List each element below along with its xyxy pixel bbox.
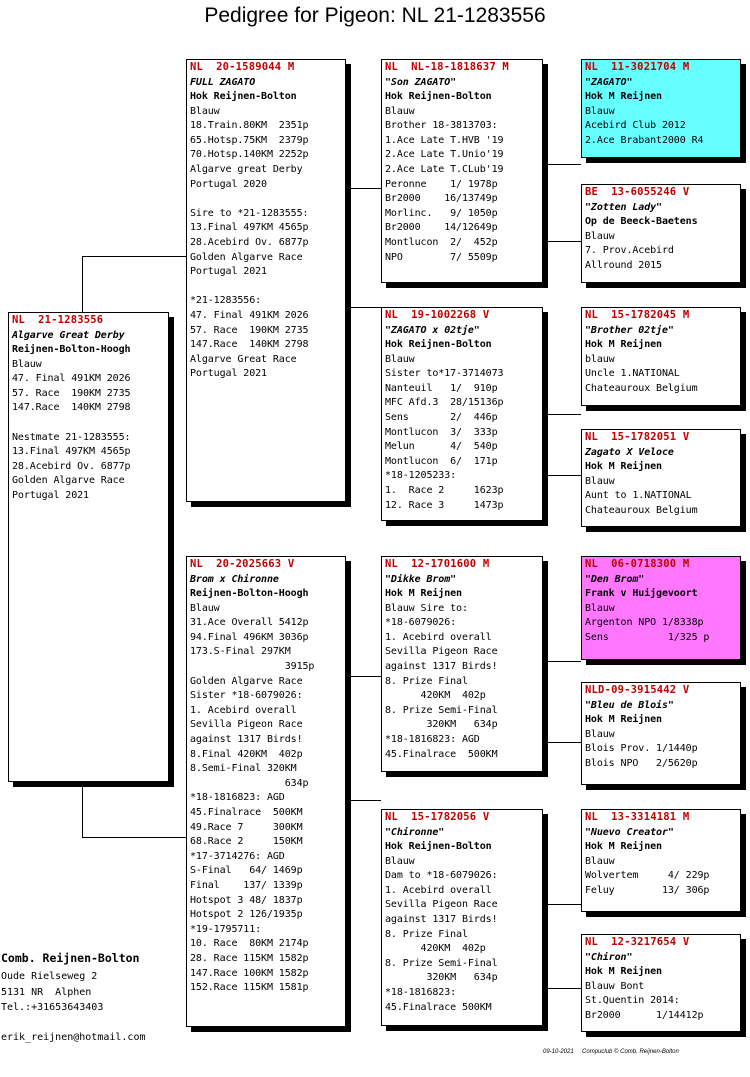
pedigree-line: *17-3714276: AGD — [190, 850, 285, 862]
pedigree-line: 420KM 402p — [385, 943, 486, 955]
pedigree-line: MFC Afd.3 28/15136p — [385, 397, 504, 409]
pedigree-line — [12, 416, 168, 431]
pedigree-line: Blauw — [385, 353, 415, 365]
pedigree-line: Montlucon 3/ 333p — [385, 426, 498, 438]
connector-line — [548, 241, 581, 242]
pedigree-line: 47. Final 491KM 2026 — [190, 310, 309, 321]
card-sire-sire-dam — [581, 184, 741, 283]
ring-number: BE 13-6055246 V — [585, 186, 690, 198]
pedigree-line: Blois Prov. 1/1440p — [585, 743, 698, 755]
breeder-loft: Hok M Reijnen — [585, 91, 662, 103]
pedigree-line: 634p — [190, 777, 309, 789]
breeder-loft: Hok M Reijnen — [585, 966, 662, 978]
breeder-email: erik_reijnen@hotmail.com — [1, 1031, 146, 1043]
pedigree-line: Nestmate 21-1283555: — [12, 431, 131, 443]
card-dam-dam — [381, 809, 543, 1026]
breeder-loft: Op de Beeck-Baetens — [585, 216, 698, 228]
pedigree-line: Br2000 1/14412p — [585, 1009, 704, 1021]
connector-line — [351, 676, 381, 677]
breeder-loft: Hok Reijnen-Bolton — [385, 339, 492, 351]
pedigree-line: Blauw Sire to: — [385, 602, 468, 614]
connector-line — [351, 800, 381, 801]
pedigree-line: Golden Algarve Race — [12, 475, 125, 487]
ring-number: NLD-09-3915442 V — [585, 684, 690, 696]
ring-number: NL 13-3314181 M — [585, 811, 690, 823]
connector-line — [548, 164, 581, 165]
pedigree-line: Dam to *18-6079026: — [385, 870, 498, 882]
pedigree-line: *18-1205233: — [385, 470, 457, 482]
pedigree-line: 57. Race 190KM 2735 — [190, 324, 309, 336]
pedigree-line: 320KM 634p — [385, 719, 498, 731]
pedigree-line: 147.Race 100KM 1582p — [190, 967, 309, 979]
pedigree-line: 45.Finalrace 500KM — [190, 807, 303, 818]
pedigree-line: Portugal 2021 — [190, 266, 267, 278]
pedigree-line: Golden Algarve Race — [190, 251, 303, 263]
pedigree-line: Sens 1/325 p — [585, 631, 710, 643]
card-dam-sire — [381, 556, 543, 772]
pedigree-line: Montlucon 2/ 452p — [385, 237, 498, 249]
pedigree-line: 8.Semi-Final 320KM — [190, 763, 297, 775]
pedigree-line: Brother 18-3813703: — [385, 120, 498, 132]
pigeon-name: "Zotten Lady" — [585, 201, 662, 213]
pedigree-line: 147.Race 140KM 2798 — [12, 402, 131, 414]
pedigree-line: Blauw — [585, 475, 615, 487]
card-dam-sire-dam — [581, 682, 741, 785]
pigeon-name: "Chiron" — [585, 951, 633, 963]
pedigree-line: Portugal 2020 — [190, 178, 267, 190]
breeder-loft: Frank v Huijgevoort — [585, 588, 698, 600]
pedigree-line: 152.Race 115KM 1581p — [190, 982, 309, 994]
pedigree-line: Aunt to 1.NATIONAL — [585, 490, 692, 502]
connector-line — [548, 742, 581, 743]
pedigree-line: 1. Acebird overall — [385, 631, 492, 643]
pedigree-line: 28.Acebird Ov. 6877p — [190, 237, 309, 249]
breeder-address-line: Oude Rielseweg 2 — [1, 971, 98, 982]
pedigree-line: Blauw — [190, 105, 220, 117]
pedigree-line: Uncle 1.NATIONAL — [585, 368, 680, 380]
pedigree-line: *18-1816823: AGD — [190, 792, 285, 804]
pigeon-name: "ZAGATO x 02tje" — [385, 324, 480, 336]
breeder-loft: Hok Reijnen-Bolton — [385, 91, 492, 103]
breeder-loft: Hok Reijnen-Bolton — [385, 841, 492, 853]
pedigree-line: Blois NPO 2/5620p — [585, 757, 698, 769]
pedigree-line: 320KM 634p — [385, 972, 498, 984]
pedigree-line: 8. Prize Semi-Final — [385, 957, 498, 969]
pedigree-line: 12. Race 3 1473p — [385, 499, 504, 511]
ring-number: NL 20-1589044 M — [190, 61, 295, 73]
pedigree-line: Sire to *21-1283555: — [190, 207, 309, 219]
pedigree-line: Feluy 13/ 306p — [585, 884, 710, 896]
breeder-phone: Tel.:+31653643403 — [1, 1002, 104, 1013]
pedigree-line: 2.Ace Late T.Unio'19 — [385, 149, 504, 161]
card-sire — [186, 59, 346, 502]
pedigree-line: 1. Acebird overall — [190, 704, 297, 716]
pedigree-line: Sevilla Pigeon Race — [190, 719, 303, 731]
pedigree-line: 47. Final 491KM 2026 — [12, 373, 131, 385]
pedigree-line: 8.Final 420KM 402p — [190, 748, 303, 760]
pedigree-line: Blauw — [585, 728, 615, 740]
pedigree-line: NPO 7/ 5509p — [385, 251, 498, 263]
pedigree-line: Hotspot 3 48/ 1837p — [190, 894, 303, 906]
pigeon-name: "Den Brom" — [585, 573, 645, 585]
ring-number: NL 12-1701600 M — [385, 558, 490, 570]
pedigree-line: Acebird Club 2012 — [585, 120, 686, 132]
pedigree-line: Sens 2/ 446p — [385, 412, 498, 424]
ring-number: NL 15-1782051 V — [585, 431, 690, 443]
pedigree-line: against 1317 Birds! — [385, 661, 498, 673]
pedigree-line: Nanteuil 1/ 910p — [385, 382, 498, 394]
pedigree-line: 70.Hotsp.140KM 2252p — [190, 149, 309, 161]
pedigree-line: Montlucon 6/ 171p — [385, 455, 498, 467]
pedigree-line: Blauw — [190, 602, 220, 614]
pedigree-line: 18.Train.80KM 2351p — [190, 120, 309, 132]
pedigree-line: Blauw — [12, 358, 42, 370]
pedigree-line: Melun 4/ 540p — [385, 441, 498, 453]
pigeon-name: Algarve Great Derby — [12, 329, 125, 341]
pedigree-line: *18-1816823: — [385, 987, 457, 999]
pedigree-line: Portugal 2021 — [190, 368, 267, 380]
pedigree-line: Peronne 1/ 1978p — [385, 178, 498, 190]
pedigree-line: 1. Acebird overall — [385, 884, 492, 896]
card-dam-sire-sire — [581, 556, 741, 660]
breeder-name: Comb. Reijnen-Bolton — [1, 951, 140, 965]
pedigree-line: 1.Ace Late T.HVB '19 — [385, 134, 504, 146]
pedigree-line: Algarve Great Race — [190, 353, 297, 365]
ring-number: NL 19-1002268 V — [385, 309, 490, 321]
connector-line — [351, 188, 381, 189]
pedigree-line: Blauw — [585, 105, 615, 117]
pedigree-line: 420KM 402p — [385, 690, 486, 702]
card-dam-dam-sire — [581, 809, 741, 912]
card-sire-dam — [381, 307, 543, 521]
pedigree-line: 8. Prize Final — [385, 675, 468, 687]
pigeon-name: FULL ZAGATO — [190, 76, 256, 88]
ring-number: NL 12-3217654 V — [585, 936, 690, 948]
pedigree-line — [190, 192, 345, 207]
pedigree-line: 94.Final 496KM 3036p — [190, 631, 309, 643]
pedigree-line: blauw — [585, 353, 615, 365]
card-sire-sire — [381, 59, 543, 283]
connector-line — [82, 782, 83, 837]
card-sire-dam-sire — [581, 307, 741, 406]
ring-number: NL 06-0718300 M — [585, 558, 690, 570]
pedigree-line: Blauw — [385, 855, 415, 867]
card-dam — [186, 556, 346, 1027]
pedigree-line: Br2000 14/12649p — [385, 222, 498, 234]
card-subject-pigeon — [8, 312, 169, 782]
pedigree-line: 28. Race 115KM 1582p — [190, 952, 309, 964]
ring-number: NL 11-3021704 M — [585, 61, 690, 73]
pedigree-line: Sister *18-6079026: — [190, 690, 303, 702]
pedigree-line: Chateauroux Belgium — [585, 382, 698, 394]
pedigree-line: 10. Race 80KM 2174p — [190, 938, 309, 950]
ring-number: NL 15-1782045 M — [585, 309, 690, 321]
pedigree-line: Sevilla Pigeon Race — [385, 646, 498, 658]
pedigree-line: 57. Race 190KM 2735 — [12, 387, 131, 399]
pedigree-line: 3915p — [190, 661, 315, 673]
connector-line — [82, 837, 186, 838]
pedigree-line: Blauw — [585, 602, 615, 614]
pedigree-line: Chateauroux Belgium — [585, 504, 698, 516]
pedigree-line: Morlinc. 9/ 1050p — [385, 207, 498, 219]
pedigree-line: 147.Race 140KM 2798 — [190, 339, 309, 351]
pedigree-line: 7. Prov.Acebird — [585, 245, 674, 257]
pedigree-line: against 1317 Birds! — [190, 734, 303, 746]
pedigree-line: 28.Acebird Ov. 6877p — [12, 460, 131, 472]
breeder-info — [1, 950, 146, 1043]
pigeon-name: "Dikke Brom" — [385, 573, 457, 585]
page-title: Pedigree for Pigeon: NL 21-1283556 — [204, 4, 546, 27]
ring-number: NL 20-2025663 V — [190, 558, 295, 570]
pedigree-line: Argenton NPO 1/8338p — [585, 617, 704, 629]
pedigree-line: 65.Hotsp.75KM 2379p — [190, 134, 309, 146]
pedigree-line: 49.Race 7 300KM — [190, 821, 303, 833]
card-sire-sire-sire — [581, 59, 741, 158]
pigeon-name: "Brother 02tje" — [585, 324, 674, 336]
pedigree-line — [190, 280, 345, 295]
ring-number: NL NL-18-1818637 M — [385, 61, 509, 73]
breeder-loft: Hok M Reijnen — [585, 841, 662, 853]
pigeon-name: "Son ZAGATO" — [385, 76, 457, 88]
pedigree-line: 13.Final 497KM 4565p — [190, 222, 309, 234]
pigeon-name: Zagato X Veloce — [585, 446, 674, 458]
pedigree-line: Allround 2015 — [585, 259, 662, 271]
pedigree-line: *19-1795711: — [190, 923, 262, 935]
pedigree-line: *18-6079026: — [385, 617, 457, 629]
pedigree-line: 8. Prize Final — [385, 928, 468, 940]
pedigree-line: Portugal 2021 — [12, 490, 89, 502]
breeder-loft: Hok M Reijnen — [385, 588, 462, 600]
pigeon-name: "Bleu de Blois" — [585, 699, 674, 711]
footer-credit: 09-10-2021 Compuclub © Comb. Reijnen-Bolton — [543, 1049, 679, 1055]
pedigree-line: Algarve great Derby — [190, 164, 303, 176]
pedigree-line: Sister to*17-3714073 — [385, 368, 504, 380]
pedigree-line: Final 137/ 1339p — [190, 879, 303, 891]
connector-line — [548, 988, 581, 989]
connector-line — [82, 256, 186, 257]
pedigree-line: 8. Prize Semi-Final — [385, 704, 498, 716]
breeder-loft: Hok M Reijnen — [585, 461, 662, 473]
connector-line — [82, 256, 83, 312]
pedigree-line: Blauw — [585, 855, 615, 867]
pedigree-line: 2.Ace Brabant2000 R4 — [585, 134, 704, 146]
pedigree-line: 68.Race 2 150KM — [190, 836, 303, 848]
pedigree-line: Blauw Bont — [585, 980, 645, 992]
pedigree-line: Golden Algarve Race — [190, 675, 303, 687]
connector-line — [548, 661, 581, 662]
pedigree-line: 45.Finalrace 500KM — [385, 748, 498, 760]
pedigree-line: S-Final 64/ 1469p — [190, 865, 303, 877]
pedigree-line: Blauw — [385, 105, 415, 117]
pedigree-line: *21-1283556: — [190, 295, 262, 307]
pedigree-line: 1. Race 2 1623p — [385, 485, 504, 497]
pedigree-line: Br2000 16/13749p — [385, 193, 498, 205]
breeder-loft: Reijnen-Bolton-Hoogh — [190, 588, 309, 600]
pedigree-line: 2.Ace Late T.CLub'19 — [385, 164, 504, 176]
pigeon-name: "Chironne" — [385, 826, 445, 838]
connector-line — [548, 414, 581, 415]
pedigree-line: *18-1816823: AGD — [385, 734, 480, 746]
pedigree-line: 45.Finalrace 500KM — [385, 1001, 492, 1013]
pedigree-line: 173.S-Final 297KM — [190, 646, 291, 658]
breeder-loft: Reijnen-Bolton-Hoogh — [12, 344, 131, 356]
breeder-address-line: 5131 NR Alphen — [1, 986, 92, 998]
breeder-loft: Hok Reijnen-Bolton — [190, 91, 297, 103]
ring-number: NL 15-1782056 V — [385, 811, 490, 823]
pedigree-line: Wolvertem 4/ 229p — [585, 870, 710, 882]
card-dam-dam-dam — [581, 934, 741, 1032]
pedigree-line: Blauw — [585, 230, 615, 242]
connector-line — [351, 307, 381, 308]
breeder-loft: Hok M Reijnen — [585, 714, 662, 726]
connector-line — [548, 904, 581, 905]
connector-line — [548, 475, 581, 476]
pigeon-name: "Nuevo Creator" — [585, 826, 674, 838]
pedigree-line: 31.Ace Overall 5412p — [190, 617, 309, 629]
breeder-loft: Hok M Reijnen — [585, 339, 662, 351]
pedigree-line: St.Quentin 2014: — [585, 995, 680, 1007]
card-sire-dam-dam — [581, 429, 741, 527]
pedigree-line: Sevilla Pigeon Race — [385, 899, 498, 911]
pedigree-line: against 1317 Birds! — [385, 914, 498, 926]
pigeon-name: "ZAGATO" — [585, 76, 633, 88]
pedigree-line: Hotspot 2 126/1935p — [190, 909, 303, 921]
pigeon-name: Brom x Chironne — [190, 573, 279, 585]
pedigree-line: 13.Final 497KM 4565p — [12, 446, 131, 458]
ring-number: NL 21-1283556 — [12, 314, 104, 326]
